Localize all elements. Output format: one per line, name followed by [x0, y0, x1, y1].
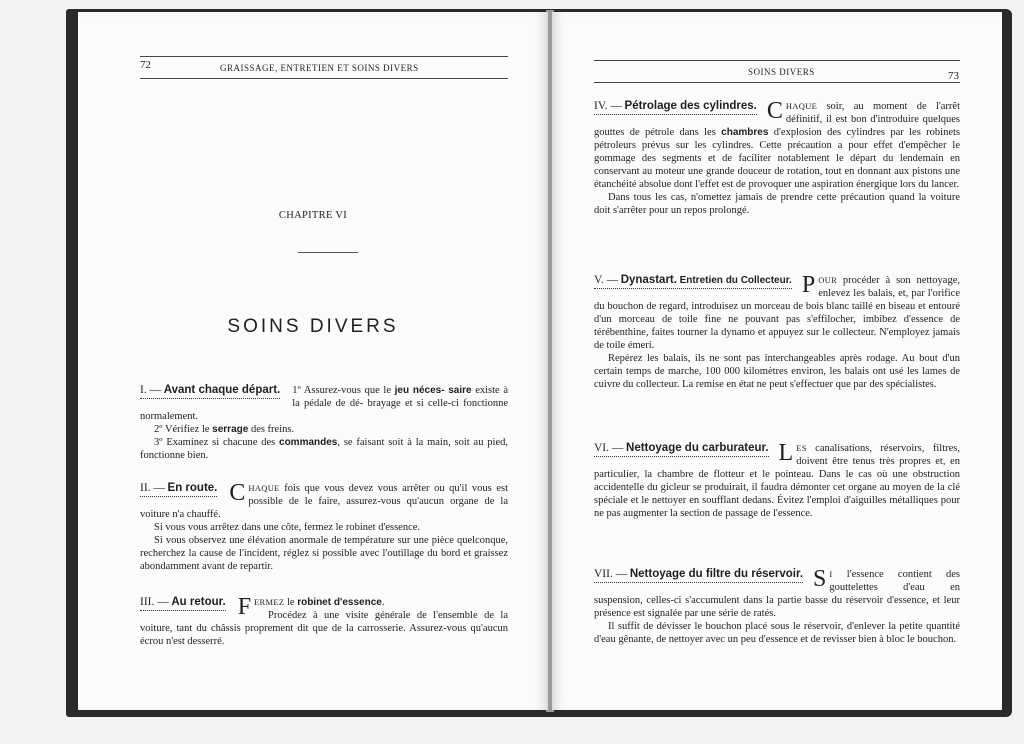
- header-rule-top: [594, 60, 960, 61]
- header-rule-bottom: [140, 78, 508, 79]
- chapter-label: CHAPITRE VI: [278, 210, 348, 221]
- section-1-heading: I. — Avant chaque départ.: [140, 384, 280, 399]
- section-1: I. — Avant chaque départ. 1º Assurez-vous que le jeu néces- saire existe à la pédale de dé- brayage et si celle-ci fonctionne normalement. 2º Vérifiez le serrage des freins. 3º Examinez si chacune des commandes, se faisant soit à la main, soit au pied, fonctionne bien.: [140, 384, 509, 461]
- chapter-divider: [298, 252, 358, 253]
- section-7: VII. — Nettoyage du filtre du réservoir. S I l'essence contient des gouttelettes d'eau en suspension, celles-ci s'accumulent dans la partie basse du réservoir d'essence, et leur présence est signalée par une série de ratés. Il suffit de dévisser le bouchon placé sous le réservoir, d'enlever la petite quantité d'eau gênante, de nettoyer avec un peu d'essence et de revisser bien à bloc le bouchon.: [594, 566, 960, 645]
- running-head: SOINS DIVERS: [748, 67, 815, 77]
- page-number: 72: [140, 59, 151, 71]
- section-7-heading: VII. — Nettoyage du filtre du réservoir.: [594, 568, 803, 583]
- section-3-heading: III. — Au retour.: [140, 596, 226, 611]
- left-page: [78, 12, 548, 710]
- section-4: IV. — Pétrolage des cylindres. C HAQUE soir, au moment de l'arrêt définitif, il est bon d'introduire quelques gouttes de pétrole dans les chambres d'explosion des cylindres par les robinets pétroleurs prévus sur les cylindres. Cette précaution a pour effet d'empêcher le gommage des segments et de faciliter notablement le départ du lendemain en conservant au moteur une grande douceur de rotation, tout en donnant aux pistons une étanchéité absolue dont l'effet est de provoquer une aspiration énergique lors du lancer. Dans tous les cas, n'omettez jamais de prendre cette précaution quand la voiture doit s'arrêter pour un repos prolongé.: [594, 98, 961, 216]
- running-head: GRAISSAGE, ENTRETIEN ET SOINS DIVERS: [220, 63, 419, 73]
- right-page: [552, 12, 1002, 710]
- section-5-heading: V. — Dynastart. Entretien du Collecteur.: [594, 274, 792, 289]
- section-3: III. — Au retour. F ERMEZ le robinet d'essence. Procédez à une visite générale de l'ensemble de la voiture, tant du châssis proprement dit que de la carrosserie. Assurez-vous qu'aucun écrou n'est desserré.: [140, 594, 508, 647]
- header-rule-bottom: [594, 82, 960, 83]
- section-5: V. — Dynastart. Entretien du Collecteur. P OUR procéder à son nettoyage, enlevez les balais, et, par l'orifice du bouchon de regard, introduisez un morceau de bois blanc taillé en biseau et entouré d'un morceau de toile fine ne pouvant pas s'effilocher, imbibez d'essence de térébenthine, faites tourner la dynamo et appuyez sur le collecteur. N'employez jamais de toile émeri. Repérez les balais, ils ne sont pas interchangeables après rodage. Au bout d'un certain temps de marche, 100 000 kilomètres environ, les balais ont usé les lames de cuivre du collecteur. La remise en état ne peut s'effectuer que par des spécialistes.: [594, 272, 960, 390]
- section-2-heading: II. — En route.: [140, 482, 217, 497]
- section-4-heading: IV. — Pétrolage des cylindres.: [594, 100, 757, 115]
- section-2: II. — En route. C HAQUE fois que vous devez vous arrêter ou qu'il vous est possible de le faire, assurez-vous qu'aucun organe de la voiture n'a chauffé. Si vous vous arrêtez dans une côte, fermez le robinet d'essence. Si vous observez une élévation anormale de température sur une pièce quelconque, recherchez la cause de l'incident, réglez si possible avec l'outillage du bord et graissez abondamment avant de repartir.: [140, 480, 508, 572]
- header-rule-top: [140, 56, 508, 57]
- chapter-title: SOINS DIVERS: [227, 316, 399, 337]
- page-number: 73: [948, 70, 959, 82]
- section-6: VI. — Nettoyage du carburateur. L ES canalisations, réservoirs, filtres, doivent être tenus très propres et, en particulier, la chambre de flotteur et le pointeau. Dans le cas où une obstruction accidentelle du gicleur se produirait, il faudra démonter cet organe au moyen de la clé spéciale et le nettoyer en soufflant dedans. Évitez l'emploi d'aiguilles métalliques pour ne pas augmenter la section de passage de l'essence.: [594, 440, 960, 519]
- section-6-heading: VI. — Nettoyage du carburateur.: [594, 442, 769, 457]
